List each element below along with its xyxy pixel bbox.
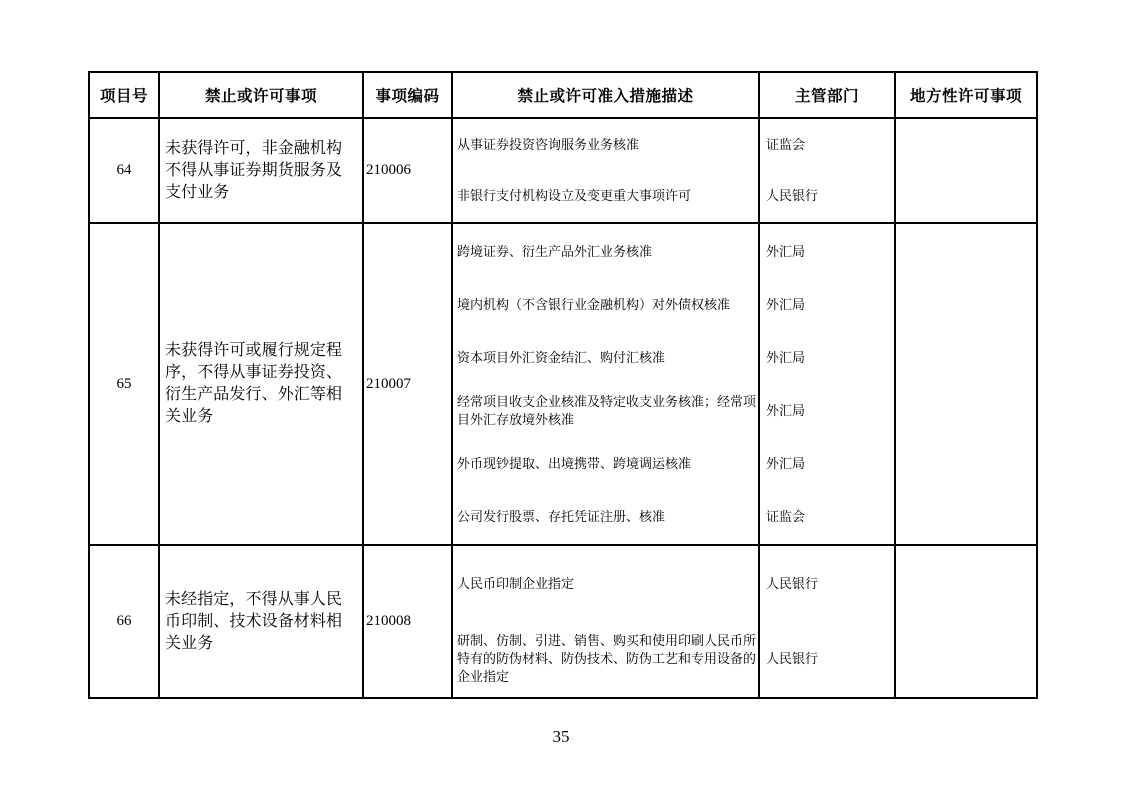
measure-desc-text: 从事证券投资咨询服务业务核准 bbox=[457, 137, 640, 153]
departments-cell bbox=[759, 118, 895, 223]
measure-desc-text: 经常项目收支企业核准及特定收支业务核准；经常项目外汇存放境外核准 bbox=[457, 393, 757, 427]
measure-dept-text: 外汇局 bbox=[766, 243, 806, 259]
measure-dept bbox=[760, 278, 894, 331]
measure-desc bbox=[453, 331, 758, 384]
item-code-cell: 210008 bbox=[363, 545, 452, 698]
measure-dept bbox=[760, 171, 894, 222]
measure-dept-text: 人民银行 bbox=[766, 187, 819, 203]
column-header-item-no: 项目号 bbox=[89, 72, 159, 118]
item-no-cell: 64 bbox=[89, 118, 159, 223]
measure-dept bbox=[760, 225, 894, 278]
measure-desc-text: 研制、仿制、引进、销售、购买和使用印刷人民币所特有的防伪材料、防伪技术、防伪工艺和专用设备的企业指定 bbox=[457, 632, 757, 684]
item-desc-cell: 未获得许可或履行规定程序，不得从事证券投资、衍生产品发行、外汇等相关业务 bbox=[159, 223, 363, 545]
local-permit-cell bbox=[895, 545, 1037, 698]
measure-dept-text: 证监会 bbox=[766, 508, 806, 524]
column-header-measure-desc: 禁止或许可准入措施描述 bbox=[452, 72, 759, 118]
measure-dept-text: 外汇局 bbox=[766, 349, 806, 365]
table-row-64 bbox=[89, 118, 1037, 223]
local-permit-cell bbox=[895, 118, 1037, 223]
departments-cell bbox=[759, 545, 895, 698]
measure-dept bbox=[760, 384, 894, 437]
item-no-cell: 66 bbox=[89, 545, 159, 698]
measure-desc-text: 人民币印制企业指定 bbox=[457, 576, 575, 592]
measure-desc bbox=[453, 547, 758, 622]
item-desc-cell: 未经指定，不得从事人民币印制、技术设备材料相关业务 bbox=[159, 545, 363, 698]
measures-cell bbox=[452, 545, 759, 698]
measure-desc-text: 境内机构（不含银行业金融机构）对外债权核准 bbox=[457, 296, 731, 312]
measure-dept-text: 外汇局 bbox=[766, 402, 806, 418]
measure-desc-text: 公司发行股票、存托凭证注册、核准 bbox=[457, 508, 666, 524]
measure-desc-text: 跨境证券、衍生产品外汇业务核准 bbox=[457, 243, 653, 259]
measure-dept-text: 外汇局 bbox=[766, 455, 806, 471]
measure-dept bbox=[760, 622, 894, 697]
permit-table bbox=[88, 71, 1038, 699]
table-row-66 bbox=[89, 545, 1037, 698]
local-permit-cell bbox=[895, 223, 1037, 545]
measure-desc bbox=[453, 120, 758, 171]
measures-cell bbox=[452, 118, 759, 223]
column-header-prohibited-item: 禁止或许可事项 bbox=[159, 72, 363, 118]
measure-dept-text: 人民银行 bbox=[766, 576, 819, 592]
measure-dept-text: 外汇局 bbox=[766, 296, 806, 312]
measure-dept-text: 人民银行 bbox=[766, 650, 819, 666]
measure-desc-text: 资本项目外汇资金结汇、购付汇核准 bbox=[457, 349, 666, 365]
measure-dept bbox=[760, 490, 894, 543]
departments-cell bbox=[759, 223, 895, 545]
measure-desc-text: 非银行支付机构设立及变更重大事项许可 bbox=[457, 187, 692, 203]
measure-dept-text: 证监会 bbox=[766, 137, 806, 153]
measure-desc bbox=[453, 171, 758, 222]
measure-desc bbox=[453, 437, 758, 490]
measure-desc bbox=[453, 490, 758, 543]
measures-cell bbox=[452, 223, 759, 545]
page-number: 35 bbox=[552, 727, 570, 746]
document-page bbox=[88, 71, 1038, 699]
item-code-cell: 210006 bbox=[363, 118, 452, 223]
measure-desc-text: 外币现钞提取、出境携带、跨境调运核准 bbox=[457, 455, 692, 471]
item-desc-cell: 未获得许可，非金融机构不得从事证券期货服务及支付业务 bbox=[159, 118, 363, 223]
table-row-65 bbox=[89, 223, 1037, 545]
measure-dept bbox=[760, 331, 894, 384]
measure-desc bbox=[453, 622, 758, 697]
measure-dept bbox=[760, 547, 894, 622]
column-header-item-code: 事项编码 bbox=[363, 72, 452, 118]
measure-desc bbox=[453, 225, 758, 278]
item-code-cell: 210007 bbox=[363, 223, 452, 545]
column-header-department: 主管部门 bbox=[759, 72, 895, 118]
measure-dept bbox=[760, 120, 894, 171]
measure-desc bbox=[453, 278, 758, 331]
measure-dept bbox=[760, 437, 894, 490]
header-row bbox=[89, 72, 1037, 118]
item-no-cell: 65 bbox=[89, 223, 159, 545]
measure-desc bbox=[453, 384, 758, 437]
column-header-local-permit: 地方性许可事项 bbox=[895, 72, 1037, 118]
